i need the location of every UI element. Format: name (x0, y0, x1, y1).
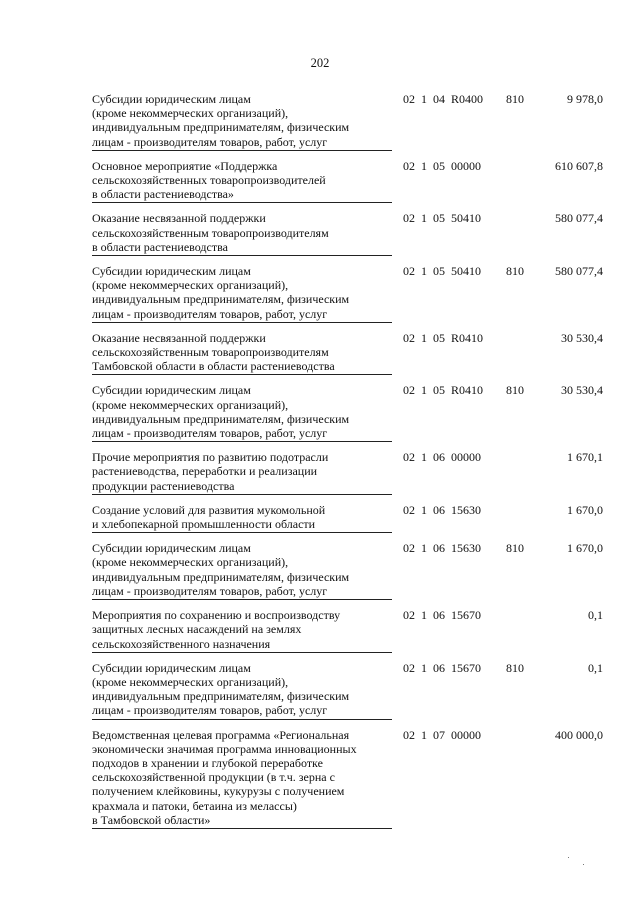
row-description: Основное мероприятие «Поддержка сельскохозяйственных товаропроизводителей в области растениеводства» (92, 159, 392, 204)
row-amount: 400 000,0 (555, 727, 603, 742)
table-row (92, 503, 612, 533)
row-amount: 30 530,4 (561, 383, 603, 398)
row-amount: 1 670,0 (567, 541, 603, 556)
row-amount: 580 077,4 (555, 264, 603, 279)
row-description: Оказание несвязанной поддержки сельскохозяйственным товаропроизводителям в области растениеводства (92, 211, 392, 256)
row-expense-type: 810 (506, 264, 524, 279)
row-code: 02 1 05 00000 (403, 158, 481, 173)
table-row (92, 264, 612, 323)
row-code: 02 1 05 50410 (403, 211, 481, 226)
row-description: Субсидии юридическим лицам (кроме некоммерческих организаций), индивидуальным предпринимателям, физическим лицам - производителям товаров, работ, услуг (92, 92, 392, 151)
row-code: 02 1 05 R0410 (403, 383, 484, 398)
row-description: Субсидии юридическим лицам (кроме некоммерческих организаций), индивидуальным предпринимателям, физическим лицам - производителям товаров, работ, услуг (92, 383, 392, 442)
row-code: 02 1 06 15670 (403, 608, 481, 623)
row-expense-type: 810 (506, 92, 524, 106)
table-row (92, 541, 612, 600)
row-amount: 9 978,0 (567, 92, 603, 106)
row-amount: 0,1 (588, 660, 603, 675)
table-row (92, 728, 612, 829)
row-amount: 1 670,0 (567, 502, 603, 517)
row-code: 02 1 05 R0410 (403, 330, 484, 345)
table-row (92, 159, 612, 204)
table-row (92, 331, 612, 376)
page-number: 202 (310, 56, 330, 70)
row-description: Оказание несвязанной поддержки сельскохозяйственным товаропроизводителям Тамбовской области в области растениеводства (92, 331, 392, 376)
row-description: Создание условий для развития мукомольной и хлебопекарной промышленности области (92, 503, 392, 533)
row-code: 02 1 06 15630 (403, 502, 481, 517)
row-expense-type: 810 (506, 383, 524, 398)
row-description: Субсидии юридическим лицам (кроме некоммерческих организаций), индивидуальным предпринимателям, физическим лицам - производителям товаров, работ, услуг (92, 661, 392, 720)
row-expense-type: 810 (506, 660, 524, 675)
row-description: Ведомственная целевая программа «Региональная экономически значимая программа инновационных подходов в хранении и глубокой переработке сельскохозяйственной продукции (в т.ч. зерна с получением клейковины, кукурузы с получением крахмала и патоки, бетаина из мелассы) в Тамбовской области» (92, 728, 392, 829)
row-description: Прочие мероприятия по развитию подотрасли растениеводства, переработки и реализации продукции растениеводства (92, 450, 392, 495)
row-code: 02 1 04 R0400 (403, 92, 484, 106)
table-row (92, 661, 612, 720)
row-amount: 580 077,4 (555, 211, 603, 226)
row-description: Мероприятия по сохранению и воспроизводству защитных лесных насаждений на землях сельскохозяйственного назначения (92, 608, 392, 653)
row-amount: 1 670,1 (567, 450, 603, 465)
row-amount: 0,1 (588, 608, 603, 623)
row-description: Субсидии юридическим лицам (кроме некоммерческих организаций), индивидуальным предпринимателям, физическим лицам - производителям товаров, работ, услуг (92, 541, 392, 600)
table-row (92, 608, 612, 653)
row-amount: 30 530,4 (561, 330, 603, 345)
table-row (92, 383, 612, 442)
row-code: 02 1 06 15630 (403, 541, 481, 556)
table-row (92, 92, 612, 151)
table-row (92, 450, 612, 495)
budget-table (92, 92, 612, 837)
row-description: Субсидии юридическим лицам (кроме некоммерческих организаций), индивидуальным предпринимателям, физическим лицам - производителям товаров, работ, услуг (92, 264, 392, 323)
row-code: 02 1 06 15670 (403, 660, 481, 675)
row-expense-type: 810 (506, 541, 524, 556)
row-amount: 610 607,8 (555, 158, 603, 173)
row-code: 02 1 07 00000 (403, 727, 481, 742)
scan-speck (583, 864, 584, 865)
row-code: 02 1 06 00000 (403, 450, 481, 465)
scan-speck (568, 857, 569, 858)
table-row (92, 211, 612, 256)
row-code: 02 1 05 50410 (403, 264, 481, 279)
